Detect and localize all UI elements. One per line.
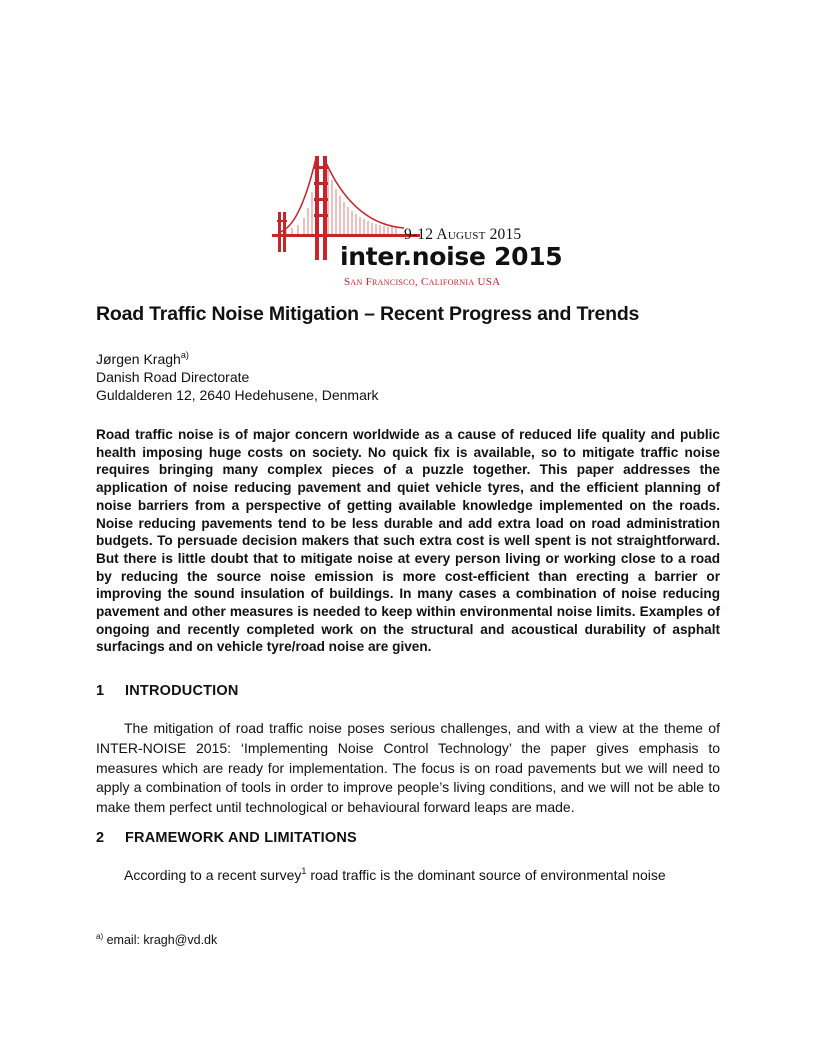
author-affiliation: Danish Road Directorate xyxy=(96,369,250,385)
section-heading-framework xyxy=(96,830,357,846)
section-number: 2 xyxy=(96,830,105,846)
author-line xyxy=(96,350,379,368)
conference-location: San Francisco, California USA xyxy=(344,276,501,288)
framework-text-start: According to a recent survey xyxy=(124,867,302,883)
framework-paragraph xyxy=(96,866,720,886)
conference-dates: 9-12 August 2015 xyxy=(404,226,522,243)
conference-logo xyxy=(272,152,563,294)
footnote-mark: a) xyxy=(96,932,104,941)
conference-wordmark: inter.noise 2015 xyxy=(340,242,563,271)
author-address: Guldalderen 12, 2640 Hedehusene, Denmark xyxy=(96,387,379,403)
author-name: Jørgen Kragh xyxy=(96,351,181,367)
reference-mark: 1 xyxy=(301,866,307,876)
section-title: FRAMEWORK AND LIMITATIONS xyxy=(125,830,357,846)
author-email-footnote xyxy=(96,933,217,947)
introduction-paragraph: The mitigation of road traffic noise poses serious challenges, and with a view at the theme of INTER-NOISE 2015: ‘Implementing Noise Control Technology’ the paper gives emphasis to measures which are ready for implementation. The focus is on road pavements but we will need to apply a combination of tools in order to improve people’s living conditions, and we will not be able to make them perfect until technological or behavioural forward leaps are made. xyxy=(96,720,720,816)
section-number: 1 xyxy=(96,683,105,699)
author-footnote-mark: a) xyxy=(180,350,189,360)
framework-text-end: road traffic is the dominant source of environmental noise xyxy=(306,867,666,883)
paper-title: Road Traffic Noise Mitigation – Recent Progress and Trends xyxy=(96,303,640,325)
footnote-text: email: kragh@vd.dk xyxy=(103,933,218,947)
section-title: INTRODUCTION xyxy=(125,683,239,699)
author-block xyxy=(96,350,379,404)
section-heading-introduction xyxy=(96,683,239,699)
abstract: Road traffic noise is of major concern worldwide as a cause of reduced life quality and public health imposing huge costs on society. No quick fix is available, so to mitigate traffic noise requires bringing many complex pieces of a puzzle together. This paper addresses the application of noise reducing pavement and quiet vehicle tyres, and the efficient planning of noise barriers from a perspective of getting available knowledge implemented on the roads. Noise reducing pavements tend to be less durable and add extra load on road administration budgets. To persuade decision makers that such extra cost is well spent is not straightforward. But there is little doubt that to mitigate noise at every person living or working close to a road by reducing the source noise emission is more cost-efficient than erecting a barrier or improving the sound insulation of buildings. In many cases a combination of noise reducing pavement and other measures is needed to keep within environmental noise limits. Examples of ongoing and recently completed work on the structural and acoustical durability of asphalt surfacings and on vehicle tyre/road noise are given. xyxy=(96,427,720,655)
